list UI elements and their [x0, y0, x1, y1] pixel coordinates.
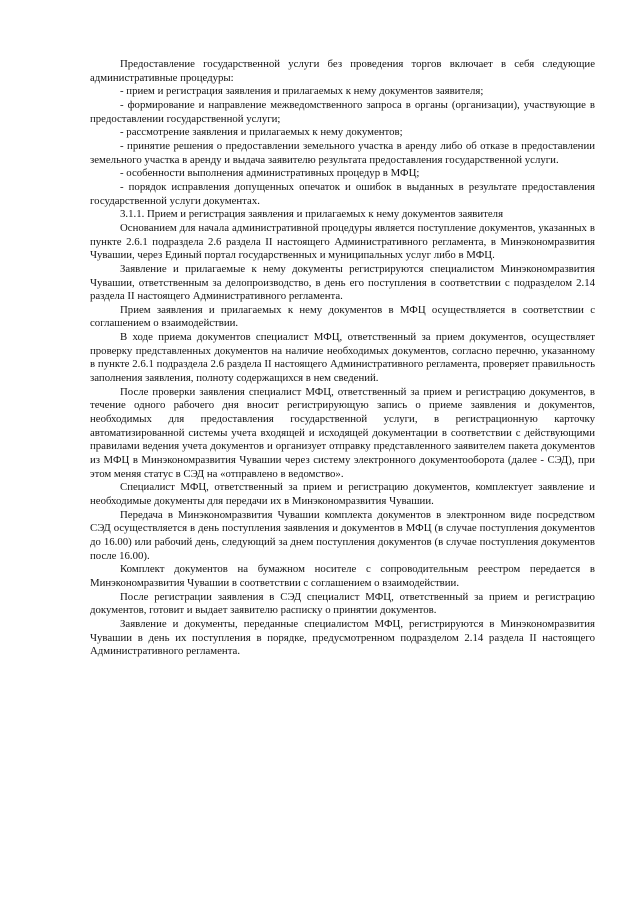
body-paragraph: После проверки заявления специалист МФЦ, ответственный за прием и регистрацию документов, в течение одного рабочего дня вносит регистрирующую запись о приеме заявления и документов, необходимых для предоставления государственной услуги, в регистрационную карточку автоматизированной системы учета входящей и исходящей документации в соответствии с действующими правилами ведения учета документов и организует отправку представленного заявителем пакета документов из МФЦ в Минэкономразвития Чувашии через систему электронного документооборота (далее - СЭД), при этом меняя статус в СЭД на «отправлено в ведомство». — [90, 385, 595, 480]
body-paragraph: Основанием для начала административной процедуры является поступление документов, указанных в пункте 2.6.1 подраздела 2.6 раздела II настоящего Административного регламента, в Минэкономразвития Чувашии, через Единый портал государственных и муниципальных услуг либо в МФЦ. — [90, 221, 595, 262]
body-paragraph: Специалист МФЦ, ответственный за прием и регистрацию документов, комплектует заявление и необходимые документы для передачи их в Минэкономразвития Чувашии. — [90, 481, 595, 507]
body-paragraph: Прием заявления и прилагаемых к нему документов в МФЦ осуществляется в соответствии с соглашением о взаимодействии. — [90, 303, 595, 330]
body-paragraph: Передача в Минэкономразвития Чувашии комплекта документов в электронном виде посредством СЭД осуществляется в день поступления заявления и документов в МФЦ (в случае поступления документов до 16.00) или рабочий день, следующий за днем поступления документов (в случае поступления документов после 16.00). — [90, 508, 595, 562]
procedure-list-item: - принятие решения о предоставлении земельного участка в аренду либо об отказе в предоставлении земельного участка в аренду и выдача заявителю результата предоставления государственной услуги. — [90, 139, 595, 166]
subsection-heading: 3.1.1. Прием и регистрация заявления и прилагаемых к нему документов заявителя — [120, 208, 504, 221]
body-paragraph: Комплект документов на бумажном носителе с сопроводительным реестром передается в Минэкономразвития Чувашии в соответствии с соглашением о взаимодействии. — [90, 563, 595, 589]
procedure-list-item: - рассмотрение заявления и прилагаемых к нему документов; — [120, 126, 403, 139]
procedure-list-item: - формирование и направление межведомственного запроса в органы (организации), участвующие в предоставлении государственной услуги; — [90, 98, 595, 125]
body-paragraph: В ходе приема документов специалист МФЦ, ответственный за прием документов, осуществляет проверку представленных документов на наличие необходимых документов, согласно перечню, указанному в пункте 2.6.1 подраздела 2.6 раздела II настоящего Административного регламента, проверяет правильность заполнения заявления, полноту содержащихся в нем сведений. — [90, 331, 595, 385]
intro-paragraph: Предоставление государственной услуги без проведения торгов включает в себя следующие административные процедуры: — [90, 58, 595, 84]
document-page — [90, 58, 595, 659]
procedure-list-item: - прием и регистрация заявления и прилагаемых к нему документов заявителя; — [120, 85, 484, 98]
procedure-list-item: - особенности выполнения административных процедур в МФЦ; — [120, 167, 420, 180]
body-paragraph: Заявление и прилагаемые к нему документы регистрируются специалистом Минэкономразвития Чувашии, ответственным за делопроизводство, в день его поступления в соответствии с подразделом 2.14 раздела II настоящего Административного регламента. — [90, 262, 595, 303]
body-paragraph: После регистрации заявления в СЭД специалист МФЦ, ответственный за прием и регистрацию документов, готовит и выдает заявителю расписку о принятии документов. — [90, 590, 595, 617]
body-paragraph: Заявление и документы, переданные специалистом МФЦ, регистрируются в Минэкономразвития Чувашии в день их поступления в порядке, предусмотренном подразделом 2.14 раздела II настоящего Административного регламента. — [90, 617, 595, 658]
procedure-list-item: - порядок исправления допущенных опечаток и ошибок в выданных в результате предоставления государственной услуги документах. — [90, 180, 595, 207]
